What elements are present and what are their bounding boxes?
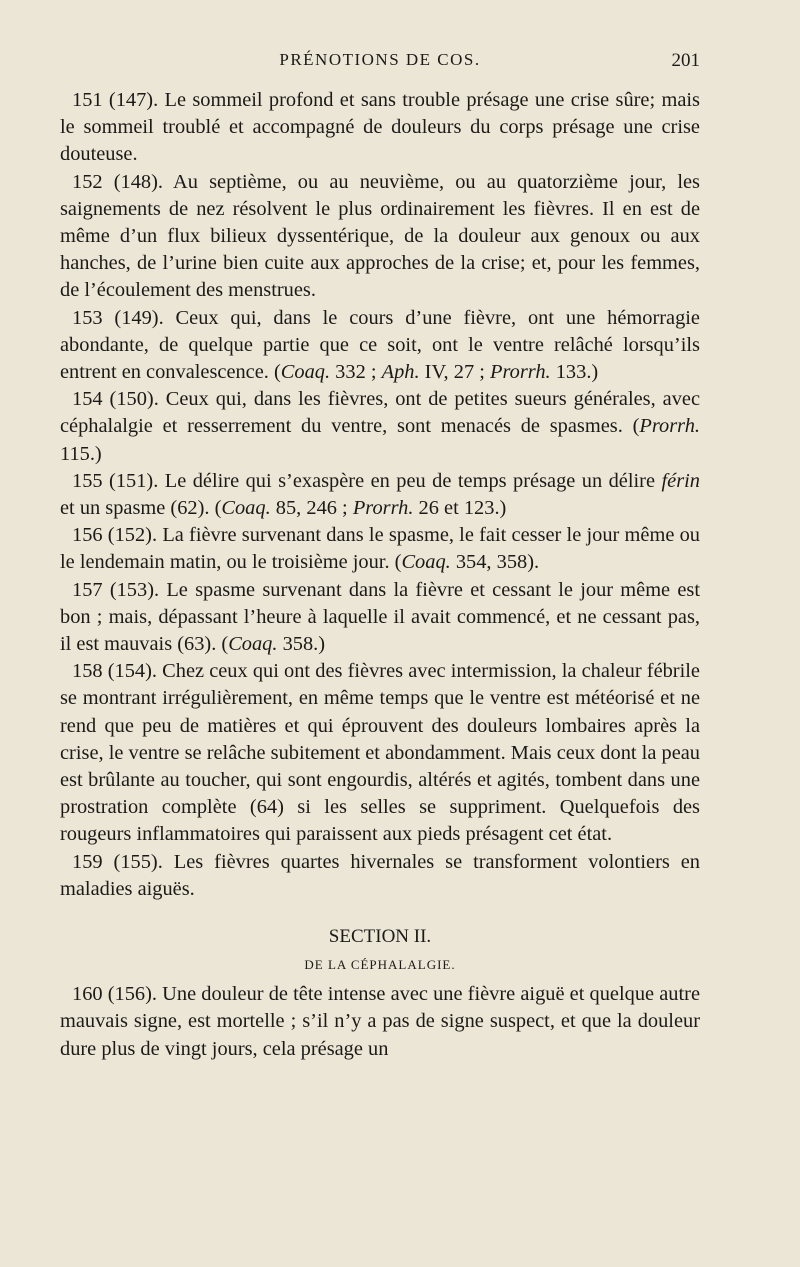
paragraph-153: 153 (149). Ceux qui, dans le cours d’une fièvre, ont une hémorragie abondante, de quelque partie que ce soit, ont le ventre relâché lorsqu’ils entrent en convalescence. (Coaq. 332 ; Aph. IV, 27 ; Prorrh. 133.) — [60, 306, 700, 384]
paragraph-157: 157 (153). Le spasme survenant dans la fièvre et cessant le jour même est bon ; mais, dépassant l’heure à laquelle il avait commencé, et ne cessant pas, il est mauvais (63). (Coaq. 358.) — [60, 578, 700, 656]
paragraph-number: 157 (153). — [72, 578, 160, 601]
citation: Coaq. — [401, 551, 451, 574]
paragraph-number: 153 (149). — [72, 306, 164, 329]
paragraph-151: 151 (147). Le sommeil profond et sans trouble présage une crise sûre; mais le sommeil troublé et accompagné de douleurs du corps présage une crise douteuse. — [60, 89, 700, 166]
running-title: PRÉNOTIONS DE COS. — [279, 50, 481, 69]
citation: Coaq. — [228, 633, 278, 656]
paragraph-number: 152 (148). — [72, 170, 163, 193]
section-subheading: DE LA CÉPHALALGIE. — [304, 957, 456, 973]
paragraph-158: 158 (154). Chez ceux qui ont des fièvres avec intermission, la chaleur fébrile se montrant irrégulièrement, en même temps que le ventre est météorisé et ne rend que peu de matières et qui éprouvent des douleurs lombaires après la crise, le ventre se relâche subitement et abondamment. Mais ceux dont la peau est brûlante au toucher, qui sont engourdis, altérés et agités, tombent dans une prostration complète (64) si les selles se suppriment. Quelquefois des rougeurs inflammatoires qui paraissent aux pieds présagent cet état. — [60, 660, 700, 846]
running-head — [60, 50, 700, 80]
paragraph-154: 154 (150). Ceux qui, dans les fièvres, ont de petites sueurs générales, avec céphalalgie et resserrement du ventre, sont menacés de spasmes. (Prorrh. 115.) — [60, 388, 700, 465]
paragraph-number: 158 (154). — [72, 660, 157, 683]
paragraph-159: 159 (155). Les fièvres quartes hivernales se transforment volontiers en maladies aiguës. — [60, 850, 700, 900]
paragraph-number: 155 (151). — [72, 469, 159, 492]
citation: Aph. — [381, 361, 420, 384]
body-text — [60, 87, 700, 1063]
section-heading: SECTION II. — [328, 926, 432, 948]
paragraph-160: 160 (156). Une douleur de tête intense avec une fièvre aiguë et quelque autre mauvais signe, est mortelle ; s’il n’y a pas de signe suspect, et que la douleur dure plus de vingt jours, cela présage un — [60, 983, 700, 1060]
paragraph-number: 159 (155). — [72, 850, 163, 873]
citation: Prorrh. — [639, 415, 700, 438]
citation: Prorrh. — [490, 361, 551, 384]
paragraph-number: 151 (147). — [72, 89, 159, 111]
paragraph-number: 154 (150). — [72, 388, 159, 411]
italic-term: férin — [661, 469, 700, 492]
citation: Coaq. — [221, 497, 271, 520]
paragraph-number: 160 (156). — [72, 983, 157, 1006]
paragraph-155: 155 (151). Le délire qui s’exaspère en peu de temps présage un délire férin et un spasme (62). (Coaq. 85, 246 ; Prorrh. 26 et 123.) — [60, 469, 700, 520]
paragraph-number: 156 (152). — [72, 524, 158, 547]
citation: Prorrh. — [352, 497, 414, 520]
paragraph-156: 156 (152). La fièvre survenant dans le spasme, le fait cesser le jour même ou le lendemain matin, ou le troisième jour. (Coaq. 354, 358). — [60, 524, 700, 574]
citation: Coaq. — [280, 361, 331, 384]
paragraph-152: 152 (148). Au septième, ou au neuvième, ou au quatorzième jour, les saignements de nez résolvent le plus ordinairement les fièvres. Il en est de même d’un flux bilieux dyssentérique, de la douleur aux genoux ou aux hanches, de l’urine bien cuite aux approches de la crise; et, pour les femmes, de l’écoulement des menstrues. — [60, 170, 700, 302]
page-number: 201 — [671, 50, 700, 71]
